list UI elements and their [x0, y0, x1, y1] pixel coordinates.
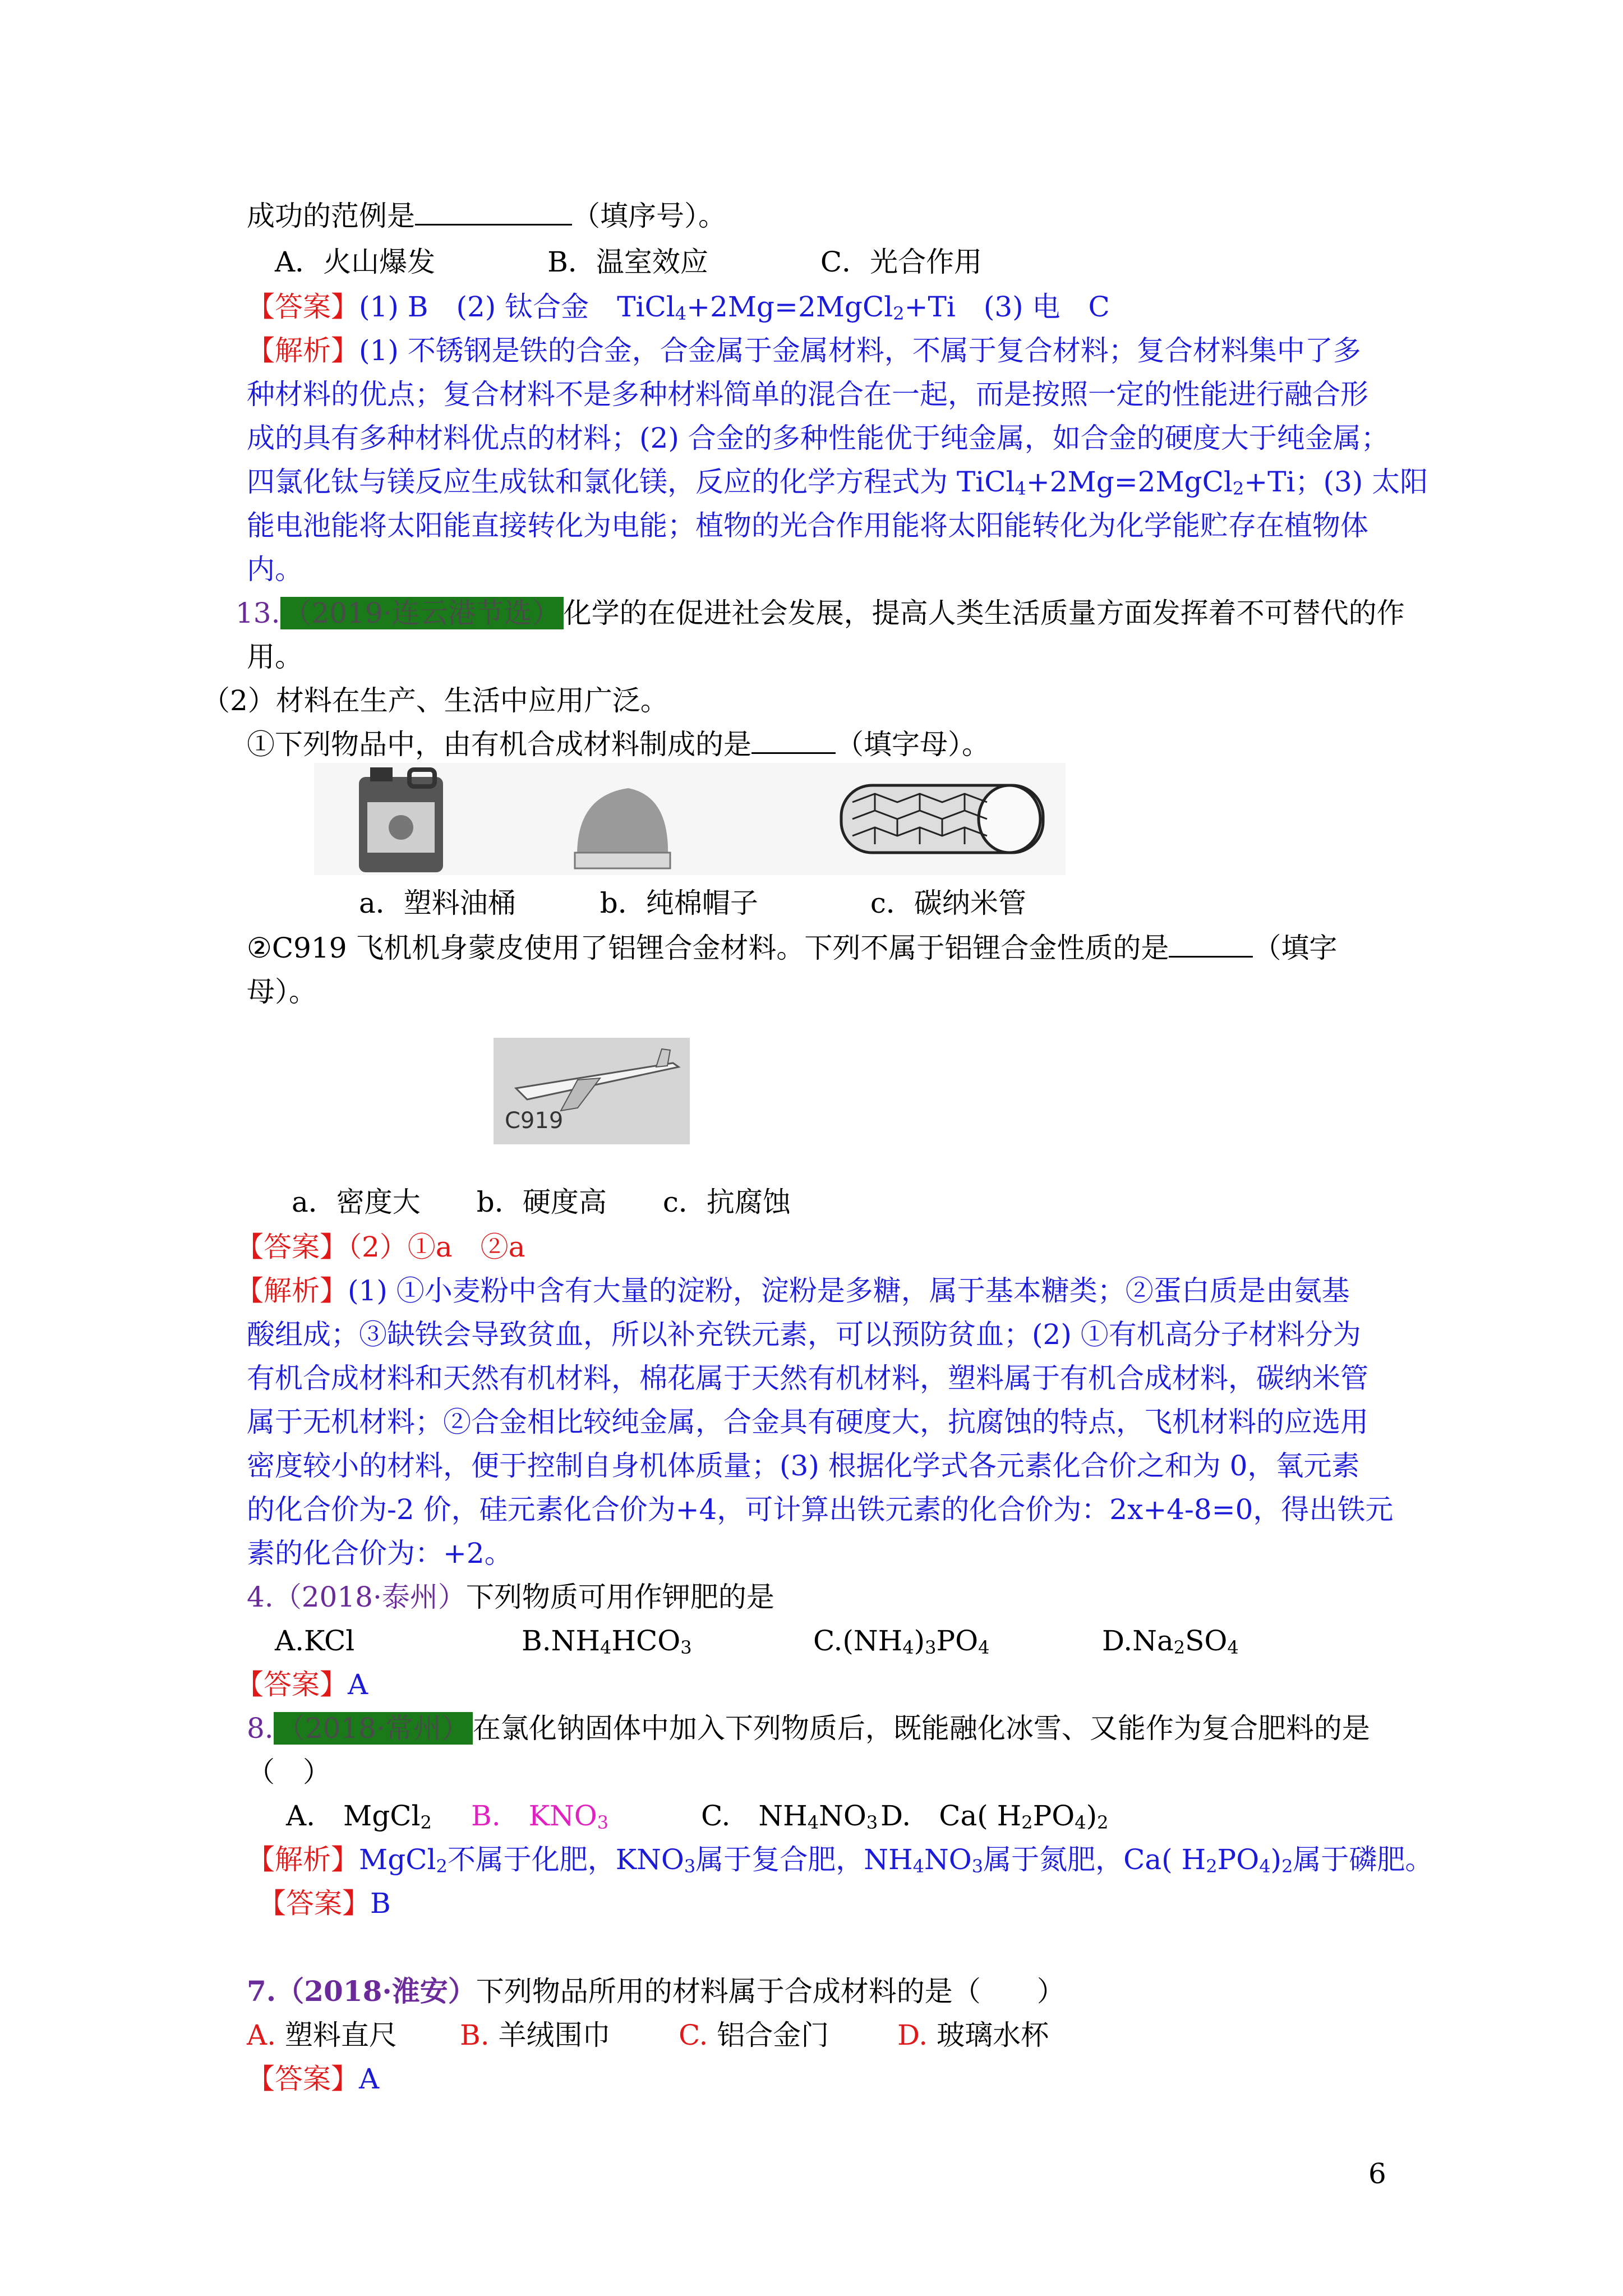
subscript: 3 — [684, 1856, 696, 1877]
analysis-line: 成的具有多种材料优点的材料；(2) 合金的多种性能优于纯金属，如合金的硬度大于纯金属； — [247, 422, 1389, 454]
subscript: 2 — [1206, 1856, 1218, 1877]
analysis-text: 属于氮肥，Ca( H — [983, 1843, 1206, 1876]
subscript: 4 — [675, 303, 687, 324]
answer-line — [236, 1665, 368, 1704]
sub-question: （2）材料在生产、生活中应用广泛。 — [202, 684, 668, 717]
subscript: 4 — [1227, 1637, 1239, 1658]
analysis-line — [236, 1271, 1350, 1310]
answer-line — [247, 287, 1110, 326]
part-2-stem — [247, 928, 1337, 968]
option-d — [880, 1796, 1109, 1835]
subscript: 3 — [925, 1637, 937, 1658]
stem-hint: （填序号）。 — [572, 200, 726, 232]
subscript: 4 — [978, 1637, 990, 1658]
option-b — [471, 1796, 608, 1835]
subscript: 2 — [436, 1856, 448, 1877]
option-d — [1102, 1621, 1239, 1660]
analysis-label: 【解析】 — [247, 334, 359, 367]
subscript: 3 — [866, 1812, 878, 1833]
analysis-text: (1) 不锈钢是铁的合金，合金属于金属材料，不属于复合材料；复合材料集中了多 — [359, 334, 1361, 367]
subscript: 2 — [1281, 1856, 1293, 1877]
analysis-text: +Ti；(3) 太阳 — [1244, 466, 1428, 498]
analysis-line: 有机合成材料和天然有机材料，棉花属于天然有机材料，塑料属于有机合成材料，碳纳米管 — [247, 1362, 1368, 1395]
option-text: HCO — [611, 1625, 681, 1657]
option-letter: D. — [897, 2019, 928, 2051]
option-a — [286, 1796, 432, 1835]
option-text: ) — [1086, 1800, 1098, 1832]
option-c — [813, 1621, 989, 1660]
answer-blank — [751, 726, 836, 754]
subscript: 2 — [1173, 1637, 1186, 1658]
option-text: B. KNO — [471, 1800, 597, 1832]
plastic-jug-image — [359, 767, 443, 872]
analysis-text: PO — [1217, 1843, 1260, 1876]
answer-line — [236, 1227, 525, 1267]
question-options: A．火山爆发 B．温室效应 C．光合作用 — [275, 246, 983, 278]
analysis-label: 【解析】 — [247, 1843, 359, 1876]
question-stem-line — [247, 196, 726, 236]
question-source: （2018·淮安） — [276, 1975, 476, 2008]
subscript: 4 — [902, 1637, 914, 1658]
answer-blank — [1169, 930, 1253, 958]
answer-text: A — [348, 1668, 368, 1701]
answer-label: 【答案】 — [258, 1887, 370, 1920]
analysis-line: 属于无机材料；②合金相比较纯金属，合金具有硬度大，抗腐蚀的特点，飞机材料的应选用 — [247, 1406, 1368, 1438]
option-text: SO — [1185, 1625, 1228, 1657]
part-text: ①下列物品中，由有机合成材料制成的是 — [247, 728, 751, 761]
answer-text: B — [370, 1887, 391, 1920]
option-text: B.NH — [522, 1625, 600, 1657]
answer-line — [258, 1884, 391, 1923]
analysis-line: 种材料的优点；复合材料不是多种材料简单的混合在一起，而是按照一定的性能进行融合形 — [247, 378, 1368, 411]
option-b — [460, 2016, 611, 2055]
subscript: 2 — [1021, 1812, 1033, 1833]
c919-plane-image — [494, 1038, 690, 1144]
option-text: NO — [819, 1800, 866, 1832]
option-d — [897, 2016, 1049, 2055]
answer-text: （2）①a ②a — [348, 1231, 525, 1263]
subscript: 2 — [893, 303, 905, 324]
subscript: 2 — [1232, 478, 1244, 499]
analysis-text: NO — [924, 1843, 972, 1876]
analysis-line: 酸组成；③缺铁会导致贫血，所以补充铁元素，可以预防贫血；(2) ①有机高分子材料分为 — [247, 1318, 1361, 1351]
subscript: 4 — [600, 1637, 612, 1658]
option-text: D.Na — [1102, 1625, 1174, 1657]
option-letter: C. — [679, 2019, 708, 2051]
answer-paren: （ ） — [247, 1756, 331, 1788]
answer-label: 【答案】 — [236, 1668, 348, 1701]
question-13-stem — [236, 593, 1405, 633]
question-8-stem — [247, 1709, 1370, 1748]
subscript: 2 — [420, 1812, 432, 1833]
answer-line — [247, 2059, 379, 2099]
subscript: 4 — [1015, 478, 1026, 499]
subscript: 3 — [680, 1637, 692, 1658]
option-c — [679, 2016, 829, 2055]
plane-label: C919 — [505, 1108, 564, 1134]
subscript: 4 — [912, 1856, 924, 1877]
option-text: PO — [1032, 1800, 1075, 1832]
analysis-text: 不属于化肥，KNO — [447, 1843, 684, 1876]
question-source: （2018·常州） — [274, 1712, 473, 1745]
option-letter: B. — [460, 2019, 490, 2051]
analysis-line: 的化合价为-2 价，硅元素化合价为+4，可计算出铁元素的化合价为：2x+4-8=0，得出铁元 — [247, 1493, 1394, 1526]
analysis-line — [247, 331, 1361, 370]
subscript: 4 — [1259, 1856, 1271, 1877]
analysis-line: 素的化合价为：+2。 — [247, 1537, 513, 1570]
option-c — [701, 1796, 878, 1835]
subscript: 3 — [971, 1856, 984, 1877]
subscript: 4 — [807, 1812, 819, 1833]
option-text: 羊绒围巾 — [498, 2019, 611, 2051]
part-1-stem — [247, 725, 990, 764]
question-stem: 下列物质可用作钾肥的是 — [465, 1581, 774, 1613]
page-number: 6 — [1368, 2157, 1386, 2190]
analysis-text: (1) ①小麦粉中含有大量的淀粉，淀粉是多糖，属于基本糖类；②蛋白质是由氨基 — [348, 1274, 1350, 1307]
part-text: ②C919 飞机机身蒙皮使用了铝锂合金材料。下列不属于铝锂合金性质的是 — [247, 932, 1169, 964]
subscript: 4 — [1075, 1812, 1086, 1833]
question-7-stem — [247, 1972, 1065, 2011]
subscript: 2 — [1097, 1812, 1109, 1833]
stem-text: 成功的范例是 — [247, 200, 415, 232]
option-text: C.(NH — [813, 1625, 903, 1657]
part-hint: （填字母）。 — [836, 728, 990, 761]
analysis-label: 【解析】 — [236, 1274, 348, 1307]
option-text: C. NH — [701, 1800, 808, 1832]
analysis-line: 内。 — [247, 553, 303, 586]
analysis-line — [247, 462, 1428, 501]
analysis-text: ) — [1270, 1843, 1282, 1876]
answer-label: 【答案】 — [236, 1231, 348, 1263]
question-stem: 下列物品所用的材料属于合成材料的是（ ） — [476, 1975, 1065, 2008]
analysis-line: 密度较小的材料，便于控制自身机体质量；(3) 根据化学式各元素化合价之和为 0，氧元素 — [247, 1450, 1360, 1482]
part-2-options: a．密度大 b．硬度高 c．抗腐蚀 — [292, 1186, 791, 1218]
cotton-hat-image — [575, 788, 670, 868]
option-text: 铝合金门 — [717, 2019, 829, 2051]
option-text: 塑料直尺 — [284, 2019, 397, 2051]
option-text: PO — [936, 1625, 979, 1657]
question-4-stem — [247, 1577, 774, 1617]
subscript: 3 — [597, 1812, 609, 1833]
answer-blank — [415, 198, 572, 226]
answer-text: +2Mg=2MgCl — [686, 291, 893, 323]
option-text: 玻璃水杯 — [937, 2019, 1049, 2051]
analysis-line — [247, 1840, 1433, 1879]
answer-label: 【答案】 — [247, 2063, 359, 2095]
question-stem-cont: 用。 — [247, 641, 303, 673]
analysis-text: 四氯化钛与镁反应生成钛和氯化镁，反应的化学方程式为 TiCl — [247, 466, 1015, 498]
question-number: 8. — [247, 1712, 274, 1745]
answer-text: +Ti (3) 电 C — [904, 291, 1110, 323]
question-number: 13. — [236, 597, 280, 629]
analysis-text: 属于复合肥，NH — [695, 1843, 913, 1876]
answer-text: A — [359, 2063, 380, 2095]
part-2-stem-cont: 母）。 — [247, 976, 317, 1008]
question-source: （2018·泰州） — [273, 1581, 466, 1613]
answer-label: 【答案】 — [247, 291, 359, 323]
carbon-nanotube-image — [841, 785, 1043, 853]
option-text: ) — [914, 1625, 925, 1657]
question-number: 7. — [247, 1975, 276, 2008]
option-a: A.KCl — [275, 1625, 355, 1657]
analysis-line: 能电池能将太阳能直接转化为电能；植物的光合作用能将太阳能转化为化学能贮存在植物体 — [247, 509, 1368, 542]
option-a — [247, 2016, 397, 2055]
analysis-text: +2Mg=2MgCl — [1026, 466, 1233, 498]
option-text: A. MgCl — [286, 1800, 421, 1832]
question-number: 4. — [247, 1581, 274, 1613]
option-letter: A. — [247, 2019, 276, 2051]
answer-text: (1) B (2) 钛合金 TiCl — [359, 291, 675, 323]
part-1-options: a．塑料油桶 b．纯棉帽子 c．碳纳米管 — [359, 887, 1026, 919]
materials-figure — [314, 763, 1066, 875]
analysis-text: 属于磷肥。 — [1293, 1843, 1433, 1876]
part-hint: （填字 — [1253, 932, 1338, 964]
option-text: D. Ca( H — [880, 1800, 1022, 1832]
question-source: （2019·连云港节选） — [280, 597, 564, 629]
analysis-text: MgCl — [359, 1843, 436, 1876]
question-stem: 化学的在促进社会发展，提高人类生活质量方面发挥着不可替代的作 — [563, 597, 1405, 629]
question-stem: 在氯化钠固体中加入下列物质后，既能融化冰雪、又能作为复合肥料的是 — [472, 1712, 1370, 1745]
materials-figure-svg — [314, 763, 1066, 875]
option-b — [522, 1621, 692, 1660]
